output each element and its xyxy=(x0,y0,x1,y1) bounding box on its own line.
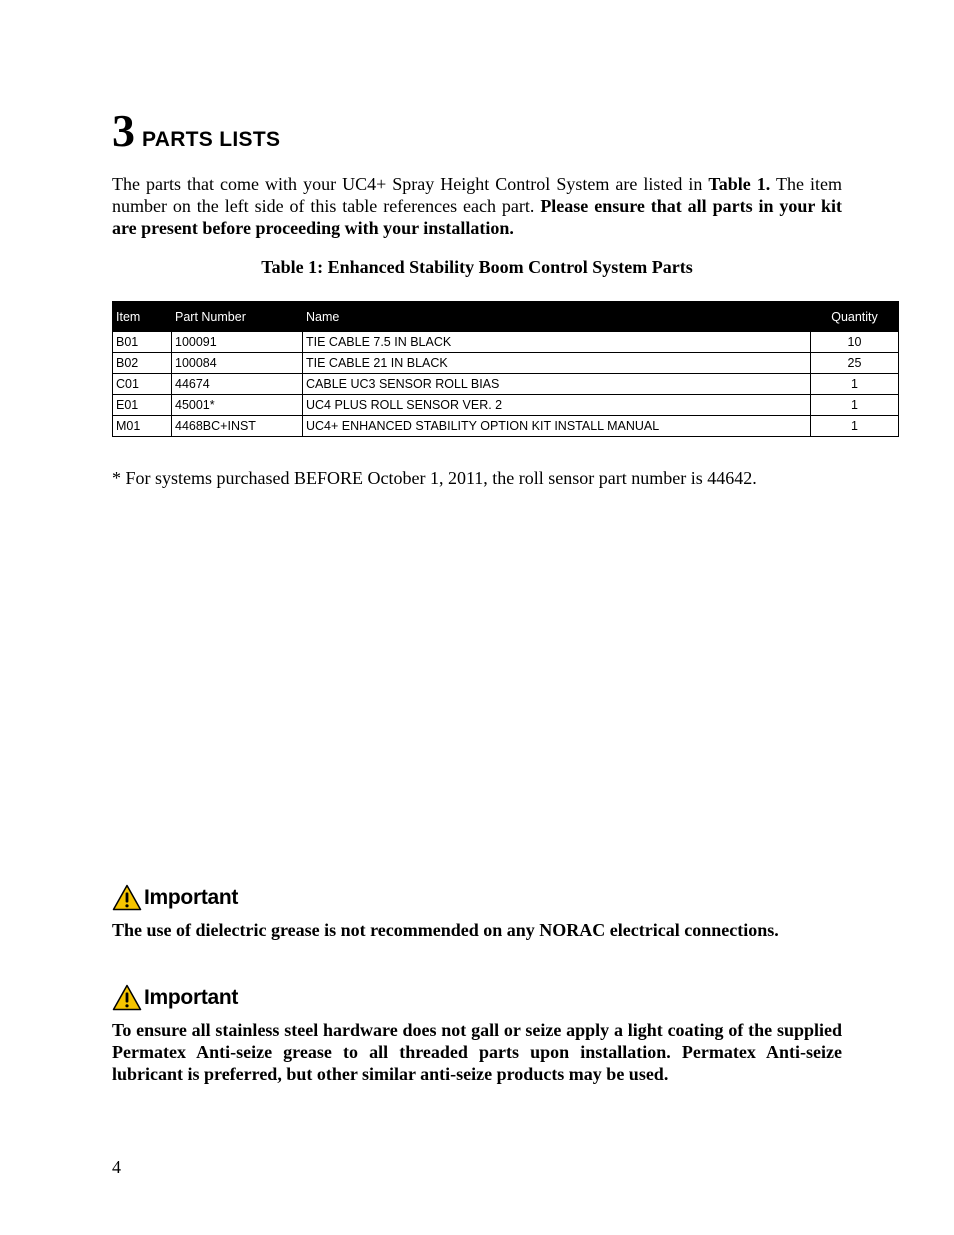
cell-name: CABLE UC3 SENSOR ROLL BIAS xyxy=(303,374,811,395)
warning-triangle-icon xyxy=(112,984,142,1011)
cell-name: UC4+ ENHANCED STABILITY OPTION KIT INSTALL MANUAL xyxy=(303,416,811,437)
column-header-name: Name xyxy=(303,302,811,332)
cell-item: C01 xyxy=(113,374,172,395)
cell-part-number: 4468BC+INST xyxy=(172,416,303,437)
cell-item: E01 xyxy=(113,395,172,416)
important-label: Important xyxy=(144,985,239,1009)
cell-name: TIE CABLE 7.5 IN BLACK xyxy=(303,332,811,353)
important-notice-heading xyxy=(112,884,238,911)
table-row xyxy=(113,395,899,416)
cell-item: B01 xyxy=(113,332,172,353)
warning-triangle-icon xyxy=(112,884,142,911)
cell-quantity: 25 xyxy=(811,353,899,374)
section-heading xyxy=(112,105,281,156)
table-header-row xyxy=(113,302,899,332)
cell-quantity: 1 xyxy=(811,416,899,437)
section-title: PARTS LISTS xyxy=(142,128,281,151)
table-row xyxy=(113,416,899,437)
intro-paragraph xyxy=(112,173,842,239)
cell-part-number: 44674 xyxy=(172,374,303,395)
column-header-item: Item xyxy=(113,302,172,332)
table-row xyxy=(113,353,899,374)
important-notice-heading xyxy=(112,984,238,1011)
column-header-part-number: Part Number xyxy=(172,302,303,332)
important-notice-text: To ensure all stainless steel hardware does not gall or seize apply a light coating of the supplied Permatex Anti-seize grease to all threaded parts upon installation. Permatex Anti-seize lubricant is preferred, but other similar anti-seize products may be used. xyxy=(112,1020,842,1084)
cell-name: UC4 PLUS ROLL SENSOR VER. 2 xyxy=(303,395,811,416)
cell-item: B02 xyxy=(113,353,172,374)
cell-item: M01 xyxy=(113,416,172,437)
cell-quantity: 1 xyxy=(811,374,899,395)
footnote: * For systems purchased BEFORE October 1, 2011, the roll sensor part number is 44642. xyxy=(112,468,757,488)
table-row xyxy=(113,332,899,353)
important-notice-text: The use of dielectric grease is not recommended on any NORAC electrical connections. xyxy=(112,920,779,940)
cell-quantity: 10 xyxy=(811,332,899,353)
important-label: Important xyxy=(144,885,239,909)
cell-part-number: 45001* xyxy=(172,395,303,416)
table-row xyxy=(113,374,899,395)
page-number: 4 xyxy=(112,1157,121,1177)
parts-table xyxy=(112,301,899,437)
cell-part-number: 100084 xyxy=(172,353,303,374)
intro-emphasis: Please ensure that all parts in your kit are present before proceeding with your installation. xyxy=(112,196,843,238)
intro-text-1: The parts that come with your UC4+ Spray Height Control System are listed in xyxy=(112,174,709,194)
table-caption: Table 1: Enhanced Stability Boom Control System Parts xyxy=(261,257,693,277)
section-number: 3 xyxy=(112,105,135,156)
cell-quantity: 1 xyxy=(811,395,899,416)
column-header-quantity: Quantity xyxy=(811,302,899,332)
intro-text-2: The item number on the left side of this table references each part. xyxy=(112,174,843,216)
cell-part-number: 100091 xyxy=(172,332,303,353)
cell-name: TIE CABLE 21 IN BLACK xyxy=(303,353,811,374)
table-reference: Table 1. xyxy=(708,174,771,194)
